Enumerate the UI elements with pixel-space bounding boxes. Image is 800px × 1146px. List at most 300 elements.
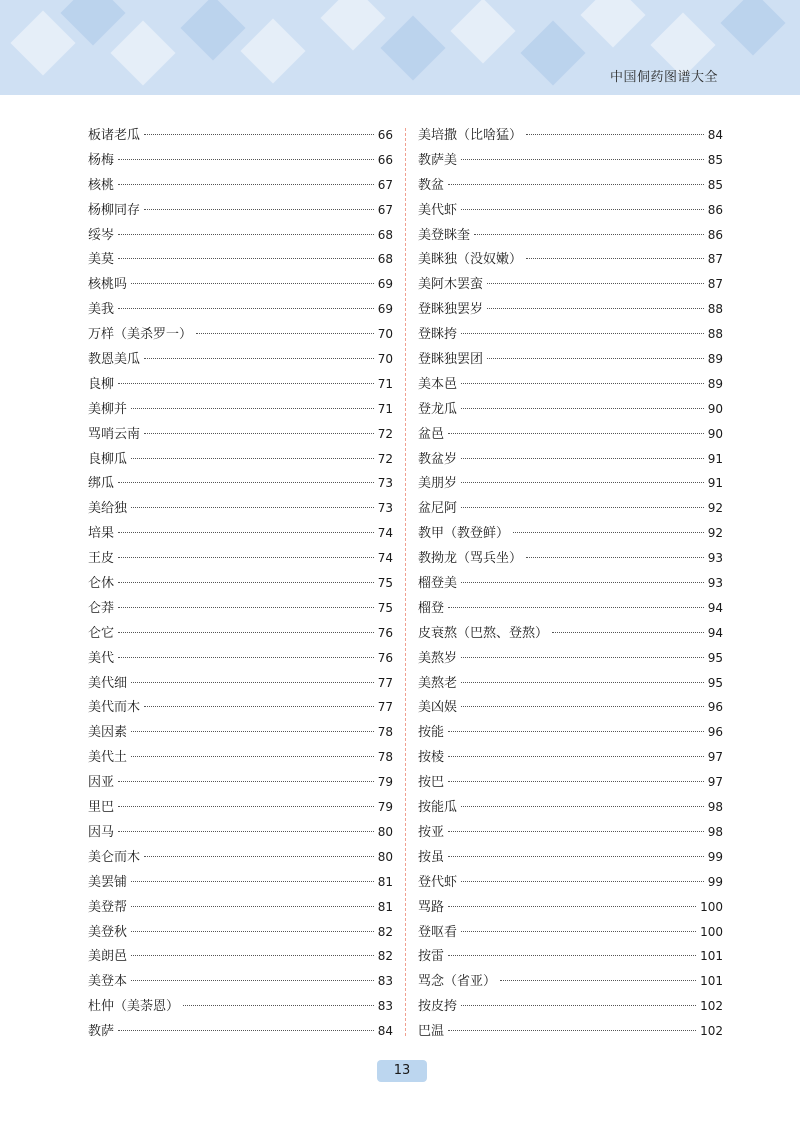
toc-entry-page: 98 xyxy=(707,800,723,815)
toc-entry-name: 巴温 xyxy=(418,1024,445,1040)
toc-entry-name: 万样（美杀罗一） xyxy=(88,327,193,343)
toc-entry-page: 100 xyxy=(700,899,723,914)
toc-entry-page: 67 xyxy=(377,202,393,217)
toc-entry-page: 78 xyxy=(377,725,393,740)
toc-entry-page: 71 xyxy=(377,401,393,416)
toc-entry[interactable] xyxy=(88,372,393,397)
toc-entry-name: 骂念（省亚） xyxy=(418,974,497,990)
toc-entry-page: 66 xyxy=(377,152,393,167)
toc-entry[interactable] xyxy=(418,745,723,770)
toc-entry-name: 美凶娱 xyxy=(418,700,458,716)
toc-entry-name: 按虽 xyxy=(418,849,445,865)
toc-entry[interactable] xyxy=(88,148,393,173)
toc-entry-name: 美登秋 xyxy=(88,924,128,940)
toc-entry-page: 96 xyxy=(707,725,723,740)
toc-entry[interactable] xyxy=(88,1019,393,1044)
toc-entry[interactable] xyxy=(88,596,393,621)
toc-entry-name: 美莫 xyxy=(88,252,115,268)
dot-leader xyxy=(131,755,374,757)
dot-leader xyxy=(461,407,704,409)
dot-leader xyxy=(461,1004,696,1006)
dot-leader xyxy=(448,780,704,782)
dot-leader xyxy=(448,905,696,907)
dot-leader xyxy=(526,257,704,259)
toc-entry[interactable] xyxy=(418,272,723,297)
dot-leader xyxy=(118,830,374,832)
toc-entry-name: 登代虾 xyxy=(418,874,458,890)
dot-leader xyxy=(448,432,704,434)
toc-entry-page: 67 xyxy=(377,177,393,192)
toc-entry[interactable] xyxy=(418,1019,723,1044)
toc-left-column xyxy=(88,123,393,1044)
toc-entry-page: 94 xyxy=(707,600,723,615)
toc-entry-page: 102 xyxy=(700,1024,723,1039)
toc-entry[interactable] xyxy=(88,223,393,248)
toc-entry-name: 美代土 xyxy=(88,750,128,766)
toc-entry-name: 登呕看 xyxy=(418,924,458,940)
toc-entry[interactable] xyxy=(88,920,393,945)
dot-leader xyxy=(448,183,704,185)
dot-leader xyxy=(118,805,374,807)
toc-entry[interactable] xyxy=(418,571,723,596)
toc-entry-name: 教盆 xyxy=(418,177,445,193)
toc-entry[interactable] xyxy=(418,646,723,671)
toc-entry-name: 仑莽 xyxy=(88,600,115,616)
toc-entry-page: 89 xyxy=(707,352,723,367)
toc-entry-page: 80 xyxy=(377,849,393,864)
toc-entry[interactable] xyxy=(88,397,393,422)
toc-entry[interactable] xyxy=(88,770,393,795)
dot-leader xyxy=(118,257,374,259)
toc-entry-name: 良柳瓜 xyxy=(88,451,128,467)
toc-entry-page: 79 xyxy=(377,775,393,790)
dot-leader xyxy=(118,481,374,483)
toc-entry[interactable] xyxy=(418,223,723,248)
toc-entry-name: 榴登美 xyxy=(418,576,458,592)
dot-leader xyxy=(131,407,374,409)
toc-entry-page: 92 xyxy=(707,501,723,516)
toc-entry-name: 美登本 xyxy=(88,974,128,990)
toc-entry-page: 84 xyxy=(707,128,723,142)
toc-entry[interactable] xyxy=(88,123,393,148)
dot-leader xyxy=(461,705,704,707)
toc-entry-page: 95 xyxy=(707,675,723,690)
dot-leader xyxy=(487,307,704,309)
toc-entry[interactable] xyxy=(418,695,723,720)
toc-entry-page: 70 xyxy=(377,352,393,367)
toc-entry[interactable] xyxy=(418,920,723,945)
toc-entry[interactable] xyxy=(88,820,393,845)
toc-entry-name: 美代 xyxy=(88,650,115,666)
toc-entry-name: 按雷 xyxy=(418,949,445,965)
toc-entry[interactable] xyxy=(88,944,393,969)
toc-entry-page: 73 xyxy=(377,476,393,491)
toc-entry[interactable] xyxy=(418,720,723,745)
dot-leader xyxy=(144,432,374,434)
header-diamond-decoration xyxy=(520,20,585,85)
toc-entry-page: 99 xyxy=(707,849,723,864)
toc-entry-name: 绑瓜 xyxy=(88,476,115,492)
toc-entry-name: 核桃吗 xyxy=(88,277,128,293)
header-diamond-decoration xyxy=(240,18,305,83)
dot-leader xyxy=(131,930,374,932)
toc-entry[interactable] xyxy=(418,671,723,696)
toc-entry[interactable] xyxy=(418,895,723,920)
toc-entry[interactable] xyxy=(418,347,723,372)
toc-entry[interactable] xyxy=(418,372,723,397)
dot-leader xyxy=(131,979,374,981)
toc-entry-name: 教盆岁 xyxy=(418,451,458,467)
toc-entry[interactable] xyxy=(88,546,393,571)
toc-entry-name: 榴登 xyxy=(418,600,445,616)
toc-entry-name: 美熬老 xyxy=(418,675,458,691)
header-diamond-decoration xyxy=(110,20,175,85)
toc-entry-name: 皮衰熬（巴熬、登熬） xyxy=(418,625,549,641)
toc-entry-page: 86 xyxy=(707,227,723,242)
toc-entry[interactable] xyxy=(88,646,393,671)
toc-entry[interactable] xyxy=(88,621,393,646)
toc-entry-page: 101 xyxy=(700,974,723,989)
toc-entry-page: 82 xyxy=(377,949,393,964)
toc-entry-page: 66 xyxy=(377,128,393,142)
toc-entry-page: 88 xyxy=(707,327,723,342)
toc-entry-name: 登眯独罢团 xyxy=(418,352,484,368)
dot-leader xyxy=(131,282,374,284)
dot-leader xyxy=(448,755,704,757)
dot-leader xyxy=(118,307,374,309)
toc-entry[interactable] xyxy=(88,745,393,770)
toc-entry[interactable] xyxy=(88,173,393,198)
toc-entry-page: 87 xyxy=(707,252,723,267)
toc-entry-page: 92 xyxy=(707,526,723,541)
dot-leader xyxy=(461,930,696,932)
toc-entry-page: 70 xyxy=(377,327,393,342)
toc-entry[interactable] xyxy=(88,322,393,347)
toc-entry-page: 69 xyxy=(377,277,393,292)
dot-leader xyxy=(131,506,374,508)
dot-leader xyxy=(513,531,704,533)
toc-entry-page: 81 xyxy=(377,874,393,889)
toc-entry-name: 美代而木 xyxy=(88,700,141,716)
toc-entry-page: 99 xyxy=(707,874,723,889)
dot-leader xyxy=(487,282,704,284)
toc-entry[interactable] xyxy=(418,247,723,272)
toc-entry[interactable] xyxy=(418,795,723,820)
toc-entry[interactable] xyxy=(88,720,393,745)
toc-entry-page: 88 xyxy=(707,302,723,317)
toc-entry-name: 按能瓜 xyxy=(418,800,458,816)
toc-entry-page: 87 xyxy=(707,277,723,292)
toc-entry-name: 仑休 xyxy=(88,576,115,592)
dot-leader xyxy=(144,133,374,135)
toc-entry-page: 77 xyxy=(377,700,393,715)
header-diamond-decoration xyxy=(180,0,245,61)
toc-entry-page: 68 xyxy=(377,252,393,267)
toc-entry-name: 美代细 xyxy=(88,675,128,691)
toc-entry-name: 美朋岁 xyxy=(418,476,458,492)
toc-entry[interactable] xyxy=(88,521,393,546)
toc-entry[interactable] xyxy=(418,422,723,447)
toc-entry-page: 78 xyxy=(377,750,393,765)
toc-entry-page: 77 xyxy=(377,675,393,690)
toc-entry[interactable] xyxy=(418,845,723,870)
toc-entry-name: 盆邑 xyxy=(418,426,445,442)
toc-entry-name: 教拗龙（骂兵坐） xyxy=(418,551,523,567)
dot-leader xyxy=(448,730,704,732)
toc-entry-page: 97 xyxy=(707,775,723,790)
toc-entry-name: 盆尼阿 xyxy=(418,501,458,517)
toc-entry-name: 骂路 xyxy=(418,899,445,915)
toc-entry-page: 74 xyxy=(377,526,393,541)
toc-entry[interactable] xyxy=(418,770,723,795)
toc-entry-name: 绥岑 xyxy=(88,227,115,243)
page-number: 13 xyxy=(377,1060,427,1082)
dot-leader xyxy=(448,830,704,832)
toc-entry[interactable] xyxy=(88,969,393,994)
toc-entry-page: 102 xyxy=(700,999,723,1014)
toc-entry-name: 美熬岁 xyxy=(418,650,458,666)
toc-entry[interactable] xyxy=(418,123,723,148)
dot-leader xyxy=(448,855,704,857)
toc-entry-page: 71 xyxy=(377,376,393,391)
toc-entry-name: 教萨 xyxy=(88,1024,115,1040)
toc-entry-page: 69 xyxy=(377,302,393,317)
dot-leader xyxy=(118,233,374,235)
toc-entry[interactable] xyxy=(88,671,393,696)
toc-entry-name: 培果 xyxy=(88,526,115,542)
toc-entry-name: 里巴 xyxy=(88,800,115,816)
dot-leader xyxy=(118,556,374,558)
dot-leader xyxy=(131,457,374,459)
toc-entry-name: 教甲（教登鲜） xyxy=(418,526,510,542)
dot-leader xyxy=(461,208,704,210)
toc-entry-name: 登眯挎 xyxy=(418,327,458,343)
toc-entry-name: 按亚 xyxy=(418,824,445,840)
toc-entry-page: 73 xyxy=(377,501,393,516)
dot-leader xyxy=(144,705,374,707)
toc-entry-name: 核桃 xyxy=(88,177,115,193)
toc-entry-name: 美朗邑 xyxy=(88,949,128,965)
toc-entry-page: 91 xyxy=(707,476,723,491)
toc-entry[interactable] xyxy=(418,447,723,472)
toc-entry-page: 100 xyxy=(700,924,723,939)
toc-entry-page: 93 xyxy=(707,576,723,591)
toc-entry-page: 85 xyxy=(707,152,723,167)
dot-leader xyxy=(461,805,704,807)
dot-leader xyxy=(118,382,374,384)
toc-entry[interactable] xyxy=(418,596,723,621)
header-diamond-decoration xyxy=(380,15,445,80)
toc-entry-page: 86 xyxy=(707,202,723,217)
toc-entry-page: 76 xyxy=(377,625,393,640)
dot-leader xyxy=(131,730,374,732)
toc-entry-name: 美给独 xyxy=(88,501,128,517)
toc-entry-name: 教恩美瓜 xyxy=(88,352,141,368)
dot-leader xyxy=(131,954,374,956)
dot-leader xyxy=(461,382,704,384)
toc-entry-page: 90 xyxy=(707,401,723,416)
header-diamond-decoration xyxy=(10,10,75,75)
toc-entry[interactable] xyxy=(418,546,723,571)
toc-entry-name: 美我 xyxy=(88,302,115,318)
toc-entry-page: 84 xyxy=(377,1024,393,1039)
toc-entry-name: 美登帮 xyxy=(88,899,128,915)
toc-entry[interactable] xyxy=(418,198,723,223)
toc-entry-name: 美罢铺 xyxy=(88,874,128,890)
book-title: 中国侗药图谱大全 xyxy=(609,70,718,85)
toc-entry[interactable] xyxy=(88,198,393,223)
toc-entry[interactable] xyxy=(88,347,393,372)
toc-entry[interactable] xyxy=(88,471,393,496)
toc-entry-page: 72 xyxy=(377,451,393,466)
toc-entry-page: 83 xyxy=(377,974,393,989)
toc-entry-page: 101 xyxy=(700,949,723,964)
dot-leader xyxy=(118,606,374,608)
dot-leader xyxy=(118,531,374,533)
dot-leader xyxy=(131,681,374,683)
toc-entry[interactable] xyxy=(88,994,393,1019)
dot-leader xyxy=(144,208,374,210)
toc-entry[interactable] xyxy=(88,297,393,322)
toc-entry[interactable] xyxy=(88,496,393,521)
dot-leader xyxy=(526,556,704,558)
dot-leader xyxy=(448,606,704,608)
dot-leader xyxy=(461,880,704,882)
toc-entry[interactable] xyxy=(88,845,393,870)
toc-entry[interactable] xyxy=(418,969,723,994)
toc-entry[interactable] xyxy=(88,422,393,447)
dot-leader xyxy=(461,681,704,683)
dot-leader xyxy=(461,332,704,334)
toc-entry[interactable] xyxy=(88,247,393,272)
dot-leader xyxy=(118,631,374,633)
dot-leader xyxy=(461,457,704,459)
dot-leader xyxy=(474,233,704,235)
toc-entry[interactable] xyxy=(88,895,393,920)
toc-entry-name: 登龙瓜 xyxy=(418,401,458,417)
toc-entry[interactable] xyxy=(88,571,393,596)
toc-entry-name: 美因素 xyxy=(88,725,128,741)
toc-entry-page: 81 xyxy=(377,899,393,914)
dot-leader xyxy=(144,357,374,359)
toc-entry-page: 68 xyxy=(377,227,393,242)
toc-entry-page: 75 xyxy=(377,600,393,615)
toc-entry[interactable] xyxy=(418,322,723,347)
toc-entry-name: 美眯独（没奴嫩） xyxy=(418,252,523,268)
toc-entry-page: 85 xyxy=(707,177,723,192)
toc-entry-page: 95 xyxy=(707,650,723,665)
toc-entry[interactable] xyxy=(418,397,723,422)
toc-entry[interactable] xyxy=(88,447,393,472)
toc-entry[interactable] xyxy=(418,870,723,895)
toc-entry-name: 王皮 xyxy=(88,551,115,567)
toc-entry-page: 91 xyxy=(707,451,723,466)
dot-leader xyxy=(487,357,704,359)
dot-leader xyxy=(118,158,374,160)
dot-leader xyxy=(461,158,704,160)
dot-leader xyxy=(461,481,704,483)
toc-entry-page: 98 xyxy=(707,824,723,839)
dot-leader xyxy=(461,506,704,508)
header-diamond-decoration xyxy=(580,0,645,48)
header-diamond-decoration xyxy=(320,0,385,51)
dot-leader xyxy=(118,1029,374,1031)
toc-entry-page: 93 xyxy=(707,551,723,566)
toc-entry[interactable] xyxy=(418,621,723,646)
toc-entry-name: 杜仲（美荼恩） xyxy=(88,999,180,1015)
toc-right-column xyxy=(418,123,723,1044)
header-diamond-decoration xyxy=(720,0,785,56)
toc-entry-name: 按棱 xyxy=(418,750,445,766)
toc-entry[interactable] xyxy=(418,297,723,322)
toc-entry-name: 因马 xyxy=(88,824,115,840)
toc-entry[interactable] xyxy=(418,521,723,546)
dot-leader xyxy=(500,979,696,981)
toc-entry-page: 94 xyxy=(707,625,723,640)
dot-leader xyxy=(118,183,374,185)
toc-entry-page: 96 xyxy=(707,700,723,715)
toc-entry[interactable] xyxy=(418,820,723,845)
dot-leader xyxy=(552,631,704,633)
toc-entry-name: 因亚 xyxy=(88,775,115,791)
dot-leader xyxy=(144,855,374,857)
toc-entry-name: 良柳 xyxy=(88,376,115,392)
dot-leader xyxy=(196,332,374,334)
toc-entry-name: 美仑而木 xyxy=(88,849,141,865)
toc-entry-name: 按皮挎 xyxy=(418,999,458,1015)
toc-entry-name: 美阿木罢蛮 xyxy=(418,277,484,293)
column-divider xyxy=(405,128,406,1036)
toc-entry[interactable] xyxy=(418,148,723,173)
toc-entry-page: 97 xyxy=(707,750,723,765)
toc-entry[interactable] xyxy=(88,695,393,720)
toc-entry[interactable] xyxy=(88,795,393,820)
toc-entry-name: 杨梅 xyxy=(88,152,115,168)
toc-entry[interactable] xyxy=(88,272,393,297)
toc-entry-name: 美代虾 xyxy=(418,202,458,218)
dot-leader xyxy=(448,1029,696,1031)
toc-entry[interactable] xyxy=(88,870,393,895)
toc-entry-page: 79 xyxy=(377,800,393,815)
toc-entry[interactable] xyxy=(418,496,723,521)
dot-leader xyxy=(118,656,374,658)
toc-entry-name: 骂哨云南 xyxy=(88,426,141,442)
toc-entry-name: 美柳并 xyxy=(88,401,128,417)
dot-leader xyxy=(131,880,374,882)
toc-entry-name: 按巴 xyxy=(418,775,445,791)
toc-entry-page: 90 xyxy=(707,426,723,441)
dot-leader xyxy=(131,905,374,907)
dot-leader xyxy=(461,581,704,583)
dot-leader xyxy=(526,133,704,135)
toc-entry-page: 75 xyxy=(377,576,393,591)
toc-entry-name: 按能 xyxy=(418,725,445,741)
toc-entry[interactable] xyxy=(418,944,723,969)
toc-entry-name: 美本邑 xyxy=(418,376,458,392)
toc-entry-name: 杨柳同存 xyxy=(88,202,141,218)
page-header-banner xyxy=(0,0,800,95)
toc-entry-name: 板诸老瓜 xyxy=(88,128,141,143)
toc-entry[interactable] xyxy=(418,994,723,1019)
header-diamond-decoration xyxy=(450,0,515,64)
toc-entry[interactable] xyxy=(418,173,723,198)
toc-entry[interactable] xyxy=(418,471,723,496)
toc-entry-page: 72 xyxy=(377,426,393,441)
toc-entry-page: 89 xyxy=(707,376,723,391)
dot-leader xyxy=(183,1004,374,1006)
toc-entry-name: 美登眯奎 xyxy=(418,227,471,243)
toc-entry-page: 82 xyxy=(377,924,393,939)
